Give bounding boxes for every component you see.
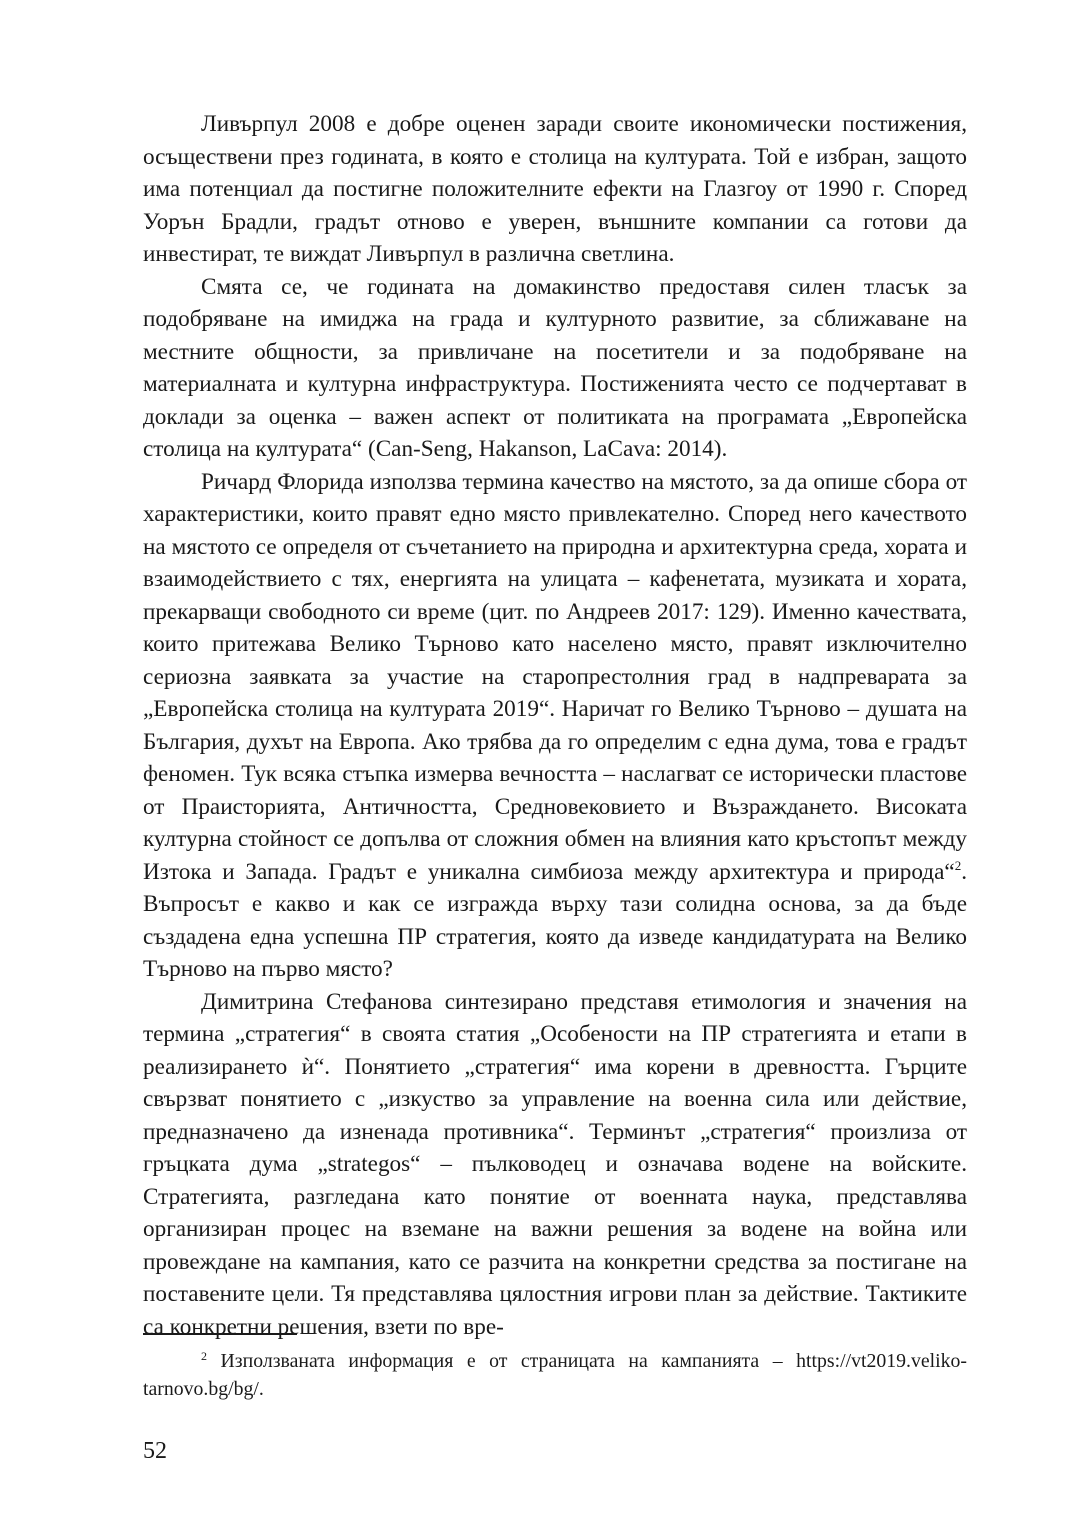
paragraph-3-tail: . Въпросът е какво и как се изгражда върху тази солидна основа, за да бъде създадена една успешна ПР стратегия, която да изведе кандидатурата на Велико Търново на първо място? (143, 858, 967, 982)
page-number: 52 (143, 1438, 167, 1464)
footnote-reference: 2 (954, 857, 962, 873)
footnote-text: Използваната информация е от страницата на кампанията – https://vt2019.veliko-tarnovo.bg/bg/. (143, 1350, 967, 1400)
footnote (143, 1347, 967, 1403)
footnote-separator (143, 1333, 297, 1335)
paragraph-1: Ливърпул 2008 е добре оценен заради своите икономически постижения, осъществени през годината, в която е столица на културата. Той е избран, защото има потенциал да постигне положителните ефекти на Глазгоу от 1990 г. Според Уорън Брадли, градът отново е уверен, външните компании са готови да инвестират, те виждат Ливърпул в различна светлина. (143, 111, 967, 267)
footnote-marker: 2 (201, 1349, 207, 1363)
page-body (143, 108, 967, 1343)
paragraph-4: Димитрина Стефанова синтезирано представя етимология и значения на термина „стратегия“ в своята статия „Особености на ПР стратегията и етапи в реализирането ѝ“. Понятието „стратегия“ има корени в древността. Гърците свързват понятието с „изкуство за управление на военна сила или действие, предназначено да изненада противника“. Терминът „стратегия“ произлиза от гръцката дума „strategos“ – пълководец и означава водене на войските. Стратегията, разгледана като понятие от военната наука, представлява организиран процес на вземане на важни решения за водене на война или провеждане на кампания, като се разчита на конкретни средства за постигане на поставените цели. Тя представлява цялостния игрови план за действие. Тактиките са конкретни решения, взети по вре- (143, 988, 967, 1340)
paragraph-3 (143, 466, 967, 986)
paragraph-3-text: Ричард Флорида използва термина качество на мястото, за да опише сбора от характеристики, които правят едно място привлекателно. Според него качеството на мястото се определя от съчетанието на природна и архитектурна среда, хората и взаимодействието с тях, енергията на улицата – кафенетата, музиката и хората, прекарващи свободното си време (цит. по Андреев 2017: 129). Именно качествата, които притежава Велико Търново като населено място, правят изключително сериозна заявката за участие на старопрестолния град в надпреварата за „Европейска столица на културата 2019“. Наричат го Велико Търново – душата на България, духът на Европа. Ако трябва да го определим с една дума, това е градът феномен. Тук всяка стъпка измерва вечността – наслагват се исторически пластове от Праисторията, Античността, Средновековието и Възраждането. Високата културна стойност се допълва от сложния обмен на влияния като кръстопът между Изтока и Запада. Градът е уникална симбиоза между архитектура и природа“ (143, 468, 967, 885)
paragraph-2: Смята се, че годината на домакинство предоставя силен тласък за подобряване на имиджа на града и културното развитие, за сближаване на местните общности, за привличане на посетители и за подобряване на материалната и културна инфраструктура. Постиженията често се подчертават в доклади за оценка – важен аспект от политиката на програмата „Европейска столица на културата“ (Can-Seng, Hakanson, LaCava: 2014). (143, 273, 967, 462)
